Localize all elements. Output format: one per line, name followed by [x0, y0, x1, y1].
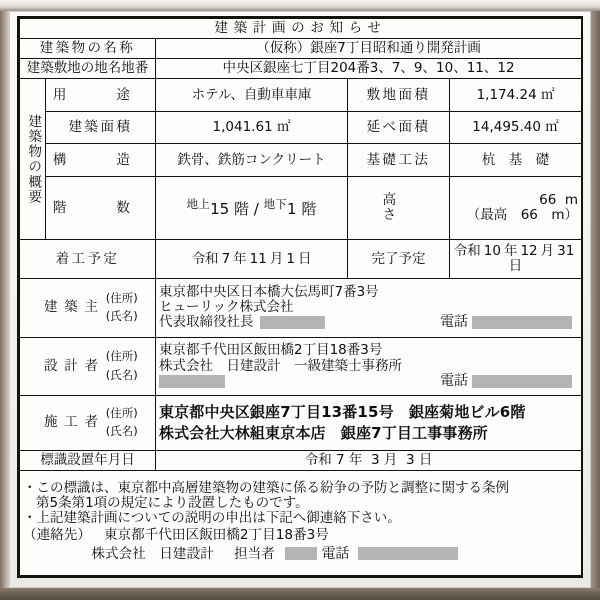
label-height: 高 さ — [348, 176, 450, 239]
installed-year: 7 — [336, 451, 345, 468]
label-contractor — [20, 396, 156, 450]
unit-total-floor-area: ㎡ — [545, 119, 559, 136]
value-start-date — [156, 240, 348, 279]
finish-year: 10 — [483, 243, 501, 260]
value-designer-address: 東京都千代田区飯田橋2丁目18番3号 — [159, 342, 383, 359]
floors-separator: / — [253, 200, 259, 219]
label-contractor-name: (氏名) — [105, 424, 138, 439]
label-contractor-address: (住所) — [105, 405, 138, 420]
footer-contact-tel-label: 電話 — [321, 546, 350, 563]
label-building-outline-text: 建築物の概要 — [25, 113, 42, 205]
footer-note2-text: 上記建築計画についての説明の申出は下記へ御連絡下さい。 — [36, 510, 401, 527]
finish-day: 31 — [557, 243, 575, 260]
row-use-sitearea — [20, 79, 582, 112]
unit-height: m — [564, 191, 579, 208]
redaction-contact-tel — [358, 547, 458, 560]
value-foundation: 杭 基 礎 — [450, 144, 582, 177]
value-structure: 鉄骨、鉄筋コンクリート — [156, 144, 348, 177]
footer-contact-line2 — [23, 545, 578, 564]
footer-note1-line1 — [23, 481, 578, 496]
label-start-date: 着工予定 — [20, 240, 156, 279]
start-month-unit: 月 — [269, 250, 284, 267]
label-total-floor-area: 延べ面積 — [348, 111, 450, 144]
label-designer-tel: 電話 — [440, 372, 469, 389]
start-month: 11 — [249, 250, 267, 267]
installed-year-unit: 年 — [348, 451, 363, 468]
value-designer — [156, 337, 582, 396]
value-owner — [156, 279, 582, 338]
label-owner-name: (氏名) — [105, 309, 138, 324]
value-owner-address: 東京都中央区日本橋大伝馬町7番3号 — [159, 283, 379, 300]
label-building-area: 建築面積 — [46, 111, 156, 144]
finish-day-unit: 日 — [508, 258, 523, 275]
value-floors — [156, 176, 348, 239]
label-designer-sub — [106, 351, 138, 381]
label-site-area: 敷地面積 — [348, 79, 450, 112]
label-designer-address: (住所) — [105, 349, 138, 364]
footer-note — [20, 470, 582, 575]
row-designer — [20, 337, 582, 396]
label-floors-below: 地下 — [263, 197, 288, 212]
footer-contact-label: （連絡先） — [23, 527, 91, 544]
value-designer-company: 株式会社 日建設計 一級建築士事務所 — [159, 357, 402, 374]
finish-month-unit: 月 — [540, 243, 555, 260]
finish-year-unit: 年 — [503, 243, 518, 260]
notice-sheet — [17, 16, 583, 578]
label-contractor-text: 施工者 — [44, 414, 105, 431]
start-year-unit: 年 — [233, 250, 247, 267]
value-owner-name-row — [159, 315, 578, 331]
value-site-area — [450, 79, 582, 112]
label-designer-name: (氏名) — [105, 367, 138, 382]
label-designer — [20, 337, 156, 396]
redaction-owner-name — [260, 316, 325, 329]
label-building-outline — [20, 79, 46, 240]
value-designer-name-row — [159, 374, 578, 390]
start-era: 令和 — [191, 250, 219, 267]
value-total-floor-area — [450, 111, 582, 144]
value-contractor — [156, 396, 582, 450]
row-schedule — [20, 240, 582, 279]
bullet-1: ・ — [23, 480, 37, 497]
installed-era: 令和 — [304, 451, 332, 468]
unit-floors-below: 階 — [301, 200, 317, 219]
value-installed-date — [156, 450, 582, 470]
unit-building-area: ㎡ — [276, 119, 291, 136]
value-height — [450, 176, 582, 239]
label-finish-date: 完了予定 — [348, 240, 450, 279]
label-owner-tel: 電話 — [440, 314, 469, 331]
label-owner-text: 建築主 — [44, 299, 105, 316]
value-height-number: 66 — [539, 191, 557, 208]
label-owner-inner — [23, 290, 152, 324]
unit-site-area: ㎡ — [540, 86, 555, 103]
footer-contact-person-label: 担当者 — [234, 546, 275, 563]
footer-contact — [23, 526, 578, 564]
row-site-address — [20, 59, 582, 79]
page-title: 建築計画のお知らせ — [20, 19, 582, 39]
footer-note1-line2: 第5条第1項の規定により設置したものです。 — [36, 495, 309, 512]
value-building-name: （仮称）銀座7丁目昭和通り開発計画 — [156, 39, 582, 59]
row-contractor — [20, 396, 582, 450]
value-finish-date — [450, 240, 582, 279]
redaction-owner-tel — [472, 316, 572, 329]
footer-contact-address: 東京都千代田区飯田橋2丁目18番3号 — [103, 527, 329, 544]
row-buildingarea-totalarea — [20, 111, 582, 144]
label-contractor-inner — [23, 405, 152, 439]
label-floors-above: 地上 — [186, 197, 211, 212]
title-row — [20, 19, 582, 39]
label-site-address: 建築敷地の地名地番 — [20, 59, 156, 79]
label-owner-sub — [105, 290, 138, 324]
label-use: 用 途 — [46, 79, 156, 112]
value-site-area-number: 1,174.24 — [476, 86, 537, 103]
row-installed-date — [20, 450, 582, 470]
unit-floors-above: 階 — [233, 200, 249, 219]
redaction-designer-name — [159, 375, 225, 388]
label-owner-address: (住所) — [105, 290, 138, 305]
value-height-line — [453, 193, 578, 208]
label-foundation: 基礎工法 — [348, 144, 450, 177]
value-height-max: （最高 66 m） — [466, 207, 579, 224]
label-installed-date: 標識設置年月日 — [20, 450, 156, 470]
label-owner — [20, 279, 156, 338]
footer-note1-line1-text: この標識は、東京都中高層建築物の建築に係る紛争の予防と調整に関する条例 — [36, 480, 509, 497]
redaction-designer-tel — [472, 375, 572, 388]
installed-month-unit: 月 — [383, 451, 398, 468]
value-total-floor-area-number: 14,495.40 — [472, 119, 541, 136]
value-building-area-number: 1,041.61 — [212, 119, 273, 136]
bullet-2: ・ — [23, 510, 37, 527]
notice-table — [19, 18, 582, 576]
footer-contact-line1 — [23, 526, 578, 545]
footer-note2 — [23, 511, 578, 526]
installed-day-unit: 日 — [418, 451, 433, 468]
value-contractor-company: 株式会社大林組東京本店 銀座7丁目工事事務所 — [159, 423, 488, 442]
value-owner-title: 代表取締役社長 — [159, 314, 254, 331]
label-floors: 階 数 — [46, 176, 156, 239]
row-floors-height — [20, 176, 582, 239]
start-day: 1 — [286, 250, 295, 267]
finish-era: 令和 — [453, 243, 481, 260]
value-floors-below: 1 — [287, 200, 297, 219]
value-owner-company: ヒューリック株式会社 — [159, 299, 294, 316]
row-structure-foundation — [20, 144, 582, 177]
value-building-area — [156, 111, 348, 144]
redaction-contact-person — [285, 547, 317, 560]
row-building-name — [20, 39, 582, 59]
value-floors-text — [186, 197, 317, 219]
label-building-name: 建築物の名称 — [20, 39, 156, 59]
label-designer-text: 設計者 — [44, 357, 105, 374]
start-year: 7 — [221, 250, 231, 267]
start-day-unit: 日 — [297, 250, 312, 267]
label-contractor-sub — [105, 405, 138, 439]
installed-month: 3 — [370, 451, 380, 468]
value-site-address: 中央区銀座七丁目204番3、7、9、10、11、12 — [156, 59, 582, 79]
label-designer-inner — [23, 351, 152, 381]
value-use: ホテル、自動車車庫 — [156, 79, 348, 112]
footer-contact-company: 株式会社 日建設計 — [91, 546, 214, 563]
row-owner — [20, 279, 582, 338]
finish-month: 12 — [520, 243, 538, 260]
row-footer-note — [20, 470, 582, 575]
value-contractor-address: 東京都中央区銀座7丁目13番15号 銀座菊地ビル6階 — [159, 402, 526, 421]
label-structure: 構 造 — [46, 144, 156, 177]
value-floors-above: 15 — [210, 200, 230, 219]
installed-day: 3 — [405, 451, 415, 468]
